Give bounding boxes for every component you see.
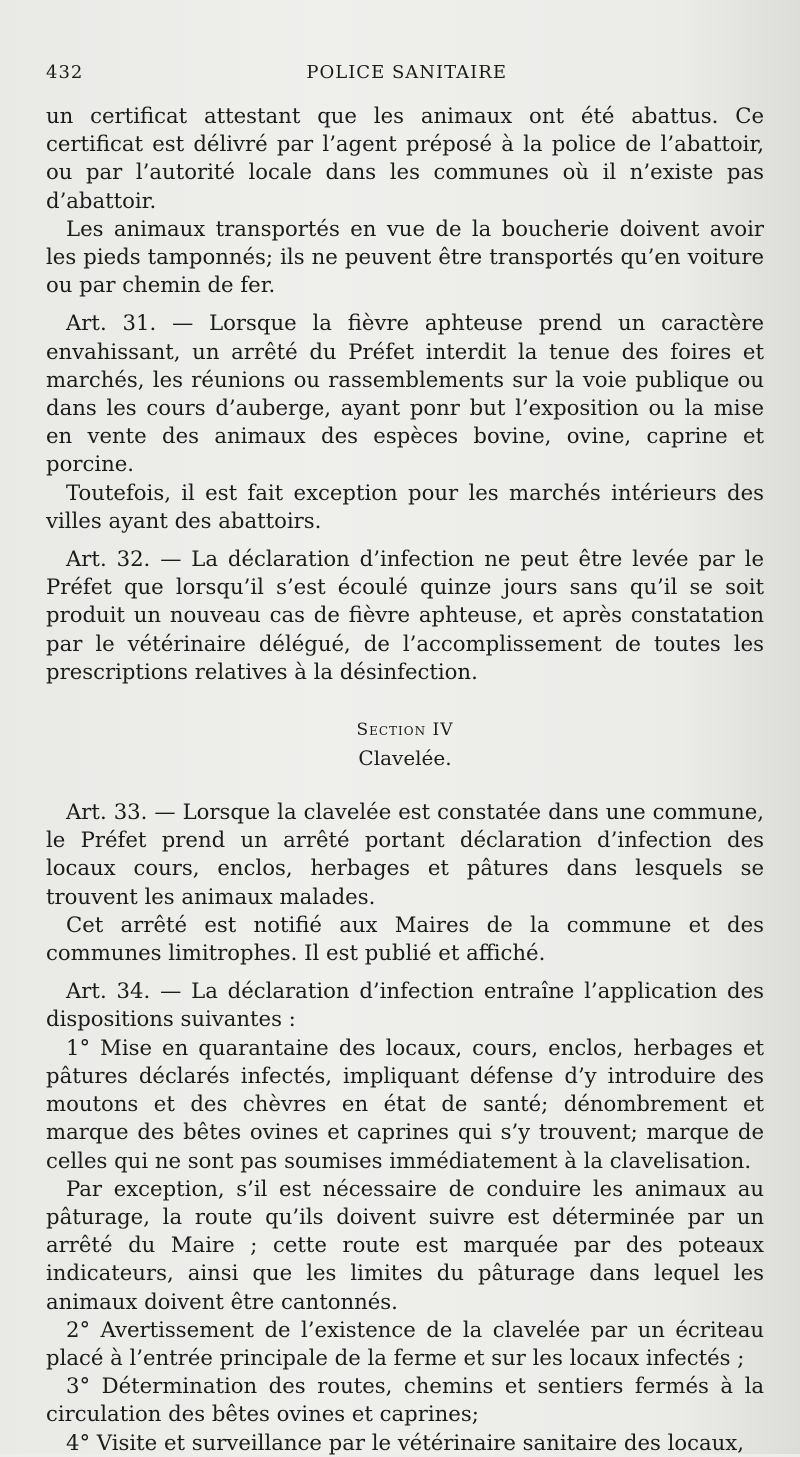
article-34-item-4: 4° Visite et surveillance par le vétérinaire sanitaire des locaux, [66, 1429, 744, 1455]
article-34-item-2: 2° Avertissement de l’existence de la clavelée par un écriteau placé à l’entrée principale de la ferme et sur les locaux infectés ; [46, 1316, 764, 1370]
page-number: 432 [46, 62, 84, 83]
article-34-item-3: 3° Détermination des routes, chemins et sentiers fermés à la circulation des bêtes ovines et caprines; [46, 1373, 764, 1427]
paragraph-continuation: un certificat attestant que les animaux ont été abattus. Ce certificat est délivré par l’agent préposé à la police de l’abattoir, ou par l’autorité locale dans les communes où il n’existe pas d’abattoir. [46, 103, 764, 213]
article-34: Art. 34. — La déclaration d’infection entraîne l’application des dispositions suivantes : [46, 978, 764, 1032]
paragraph-transport: Les animaux transportés en vue de la boucherie doivent avoir les pieds tamponnés; ils ne peuvent être transportés qu’en voiture ou par chemin de fer. [46, 215, 764, 298]
article-34-exception: Par exception, s’il est nécessaire de conduire les animaux au pâturage, la route qu’ils doivent suivre est déterminée par un arrêté du Maire ; cette route est marquée par des poteaux indicateurs, ainsi que les limites du pâturage dans lequel les animaux doivent être cantonnés. [46, 1175, 764, 1314]
article-32: Art. 32. — La déclaration d’infection ne peut être levée par le Préfet que lorsqu’il s’est écoulé quinze jours sans qu’il se soit produit un nouveau cas de fièvre aphteuse, et après constatation par le vétérinaire délégué, de l’accomplissement de toutes les prescriptions relatives à la désinfection. [46, 546, 764, 684]
article-33: Art. 33. — Lorsque la clavelée est constatée dans une commune, le Préfet prend un arrêté portant déclaration d’infection des locaux cours, enclos, herbages et pâtures dans lesquels se trouvent les animaux malades. [46, 799, 764, 909]
article-31-exception: Toutefois, il est fait exception pour les marchés intérieurs des villes ayant des abattoirs. [46, 479, 764, 533]
page-header [46, 62, 764, 102]
section-title: Clavelée. [358, 746, 452, 771]
article-31: Art. 31. — Lorsque la fièvre aphteuse prend un caractère envahissant, un arrêté du Préfet interdit la tenue des foires et marchés, les réunions ou rassemblements sur la voie publique ou dans les cours d’auberge, ayant ponr but l’exposition ou la mise en vente des animaux des espèces bovine, ovine, caprine et porcine. [46, 310, 764, 477]
article-33-notification: Cet arrêté est notifié aux Maires de la commune et des communes limitrophes. Il est publié et affiché. [46, 911, 764, 966]
running-title: POLICE SANITAIRE [306, 62, 507, 83]
section-label: Section IV [356, 720, 454, 741]
article-34-item-1: 1° Mise en quarantaine des locaux, cours, enclos, herbages et pâtures déclarés infectés, impliquant défense d’y introduire des moutons et des chèvres en état de santé; dénombrement et marque des bêtes ovines et caprines qui s’y trouvent; marque de celles qui ne sont pas soumises immédiatement à la clavelisation. [46, 1034, 764, 1173]
